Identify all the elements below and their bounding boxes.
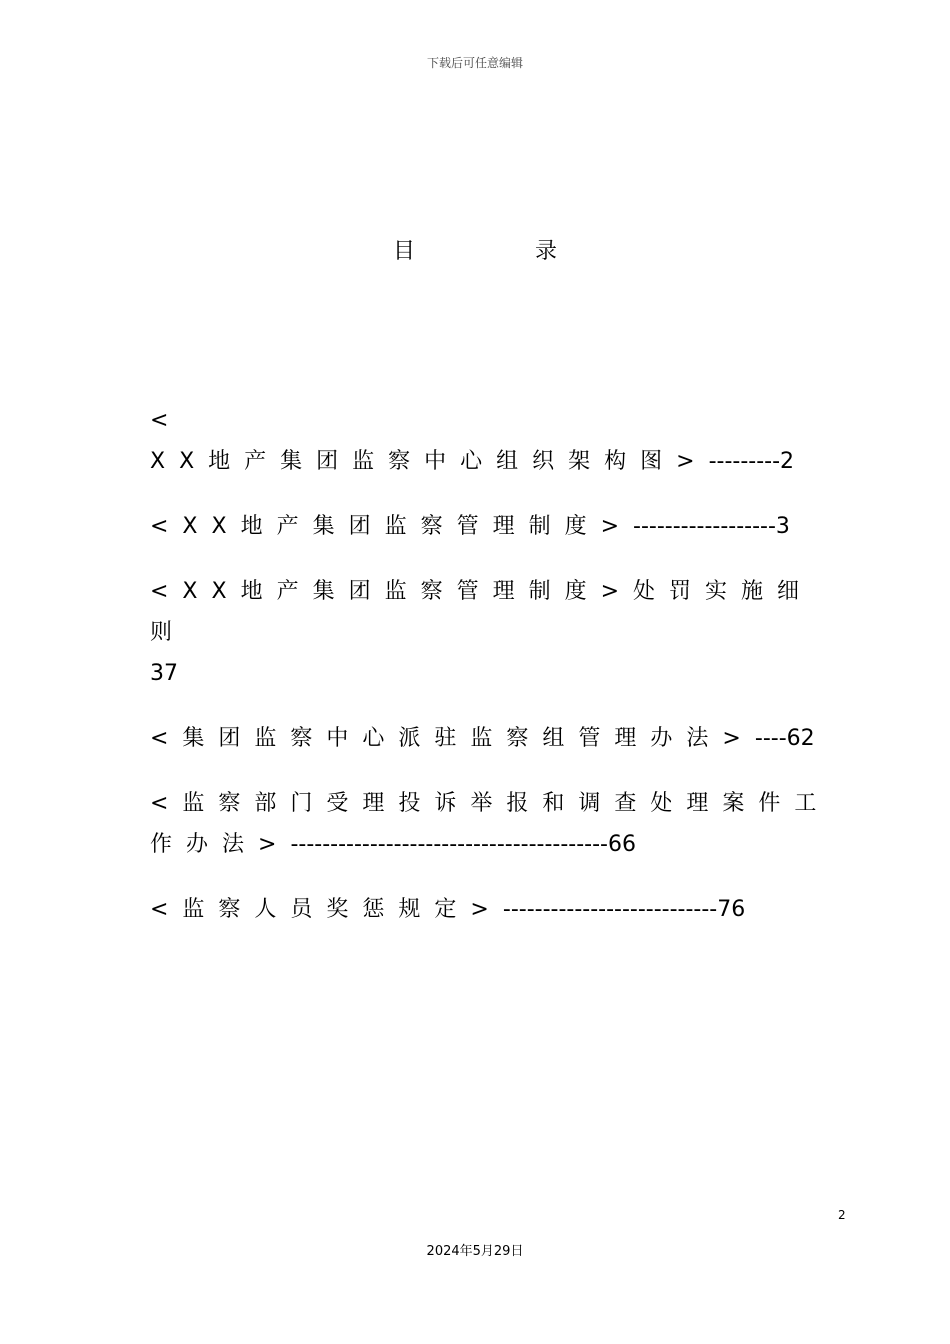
toc-entry-0[interactable] (150, 400, 840, 441)
toc-entry-page: 37 (150, 661, 178, 686)
toc-entry-text: XX地产集团监察中心组织架构图> (150, 449, 709, 474)
toc-title-right: 录 (535, 239, 558, 264)
toc-entry-page: 76 (717, 897, 746, 922)
toc-entry-page: 3 (775, 514, 790, 539)
toc-entry-1[interactable] (150, 441, 840, 482)
toc-entry-leader: --------------------------- (502, 897, 718, 922)
header-note: 下载后可任意编辑 (426, 56, 523, 70)
footer-date: 2024年5月29日 (426, 1244, 524, 1259)
toc-entry-leader: --------- (708, 449, 781, 474)
toc-entry-leader: ------------------ (633, 514, 776, 539)
toc-entry-text: <监察人员奖惩规定> (150, 897, 503, 922)
toc-entry-2[interactable] (150, 506, 840, 547)
toc-entry-leader: ---------------------------------------- (290, 832, 608, 857)
toc-entry-4[interactable] (150, 718, 840, 759)
toc-entry-3[interactable] (150, 571, 840, 694)
toc-entry-text: <XX地产集团监察管理制度>处罚实施细则 (150, 579, 814, 645)
toc-entry-6[interactable] (150, 889, 840, 930)
toc-entry-page: 62 (786, 726, 815, 751)
toc-entry-text: <XX地产集团监察管理制度> (150, 514, 634, 539)
toc-entry-text: <集团监察中心派驻监察组管理办法> (150, 726, 755, 751)
toc-entry-leader: ---- (754, 726, 787, 751)
toc-entry-text: <监察部门受理投诉举报和调查处理案件工作办法> (150, 791, 831, 857)
toc-title-left: 目 (392, 239, 415, 264)
table-of-contents (150, 400, 840, 930)
toc-entry-page: 66 (607, 832, 636, 857)
toc-entry-text: < (150, 408, 183, 433)
toc-title (0, 234, 950, 265)
toc-entry-page: 2 (780, 449, 795, 474)
page-number: 2 (838, 1208, 846, 1222)
toc-entry-5[interactable] (150, 783, 840, 865)
